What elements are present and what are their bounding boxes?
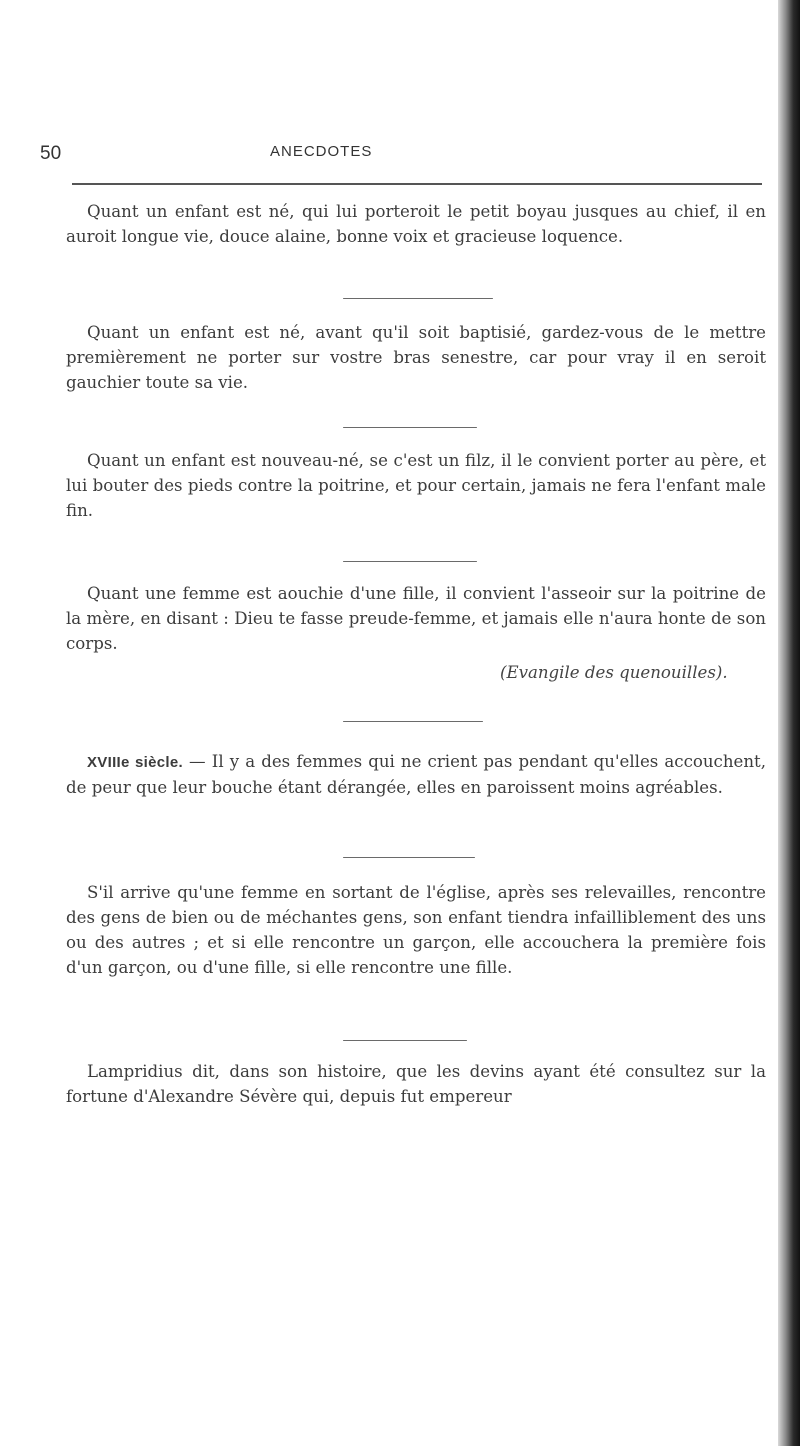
paragraph-6: S'il arrive qu'une femme en sortant de l'église, après ses relevailles, rencontre des gens de bien ou de méchantes gens, son enfant tiendra infailliblement des uns ou des autres ; et si elle rencontre un garçon, elle accouchera la première fois d'un garçon, ou d'une fille, si elle rencontre une fille.: [66, 883, 766, 977]
source-citation: (Evangile des quenouilles).: [500, 663, 728, 682]
paragraph-4: Quant une femme est aouchie d'une fille, il convient l'asseoir sur la poitrine de la mère, en disant : Dieu te fasse preude-femme, et jamais elle n'aura honte de son corps.: [66, 584, 766, 653]
paragraph-3: Quant un enfant est nouveau-né, se c'est un filz, il le convient porter au père, et lui bouter des pieds contre la poitrine, et pour certain, jamais ne fera l'enfant male fin.: [66, 451, 766, 520]
divider-4: [343, 721, 483, 722]
divider-1: [343, 298, 493, 299]
header-rule: [72, 183, 762, 185]
section-paragraph: [66, 749, 766, 800]
divider-2: [343, 427, 477, 428]
section-label: XVIIIe siècle.: [87, 754, 183, 771]
page-number: 50: [40, 143, 62, 164]
divider-3: [343, 561, 477, 562]
paragraph-7: Lampridius dit, dans son histoire, que les devins ayant été consultez sur la fortune d'Alexandre Sévère qui, depuis fut empereur: [66, 1062, 766, 1106]
page-header: [40, 143, 760, 173]
scan-edge: [778, 0, 800, 1446]
divider-6: [343, 1040, 467, 1041]
paragraph-2: Quant un enfant est né, avant qu'il soit baptisié, gardez-vous de le mettre premièrement ne porter sur vostre bras senestre, car pour vray il en seroit gauchier toute sa vie.: [66, 323, 766, 392]
running-head: ANECDOTES: [270, 143, 373, 160]
divider-5: [343, 857, 475, 858]
section-text: — Il y a des femmes qui ne crient pas pendant qu'elles accouchent, de peur que leur bouche étant dérangée, elles en paroissent moins agréables.: [66, 752, 766, 797]
paragraph-1: Quant un enfant est né, qui lui porteroit le petit boyau jusques au chief, il en auroit longue vie, douce alaine, bonne voix et gracieuse loquence.: [66, 202, 766, 246]
